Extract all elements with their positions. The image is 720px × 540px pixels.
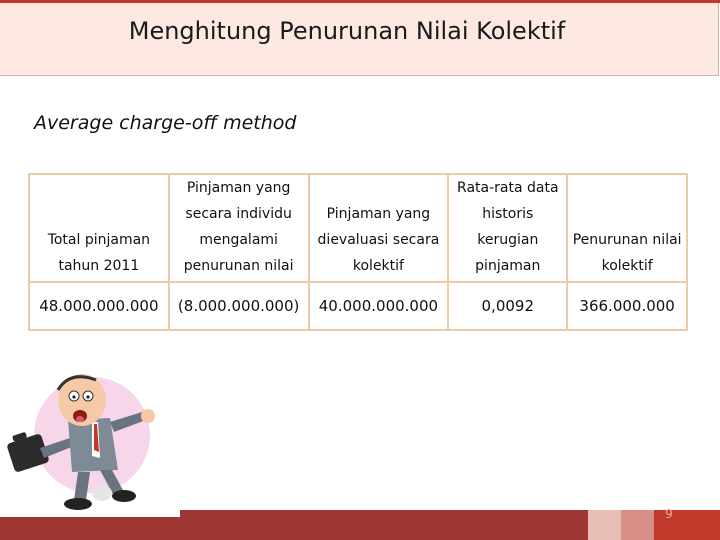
header-collective-evaluated: Pinjaman yang dievaluasi secara kolektif <box>309 174 449 282</box>
header-individual-impaired: Pinjaman yang secara individu mengalami penurunan nilai <box>169 174 309 282</box>
page-number: 9 <box>665 507 673 521</box>
value-individual-impaired: (8.000.000.000) <box>169 282 309 330</box>
value-total-loans: 48.000.000.000 <box>29 282 169 330</box>
value-historical-loss-rate: 0,0092 <box>448 282 567 330</box>
running-businessman-illustration <box>0 360 190 520</box>
footer-left-bar <box>0 517 180 540</box>
footer-gap <box>0 510 180 517</box>
header-historical-loss-rate: Rata-rata data historis kerugian pinjaman <box>448 174 567 282</box>
footer-block-mid <box>621 510 654 540</box>
header-total-loans: Total pinjaman tahun 2011 <box>29 174 169 282</box>
table-header-row <box>29 174 687 282</box>
footer-bar <box>180 510 590 540</box>
slide-subtitle: Average charge-off method <box>34 112 297 134</box>
value-collective-evaluated: 40.000.000.000 <box>309 282 449 330</box>
title-bar <box>0 3 719 76</box>
value-collective-impairment: 366.000.000 <box>567 282 687 330</box>
calculation-table <box>28 173 688 331</box>
table-value-row <box>29 282 687 330</box>
header-collective-impairment: Penurunan nilai kolektif <box>567 174 687 282</box>
footer-block-light <box>588 510 621 540</box>
slide-title: Menghitung Penurunan Nilai Kolektif <box>128 17 566 45</box>
